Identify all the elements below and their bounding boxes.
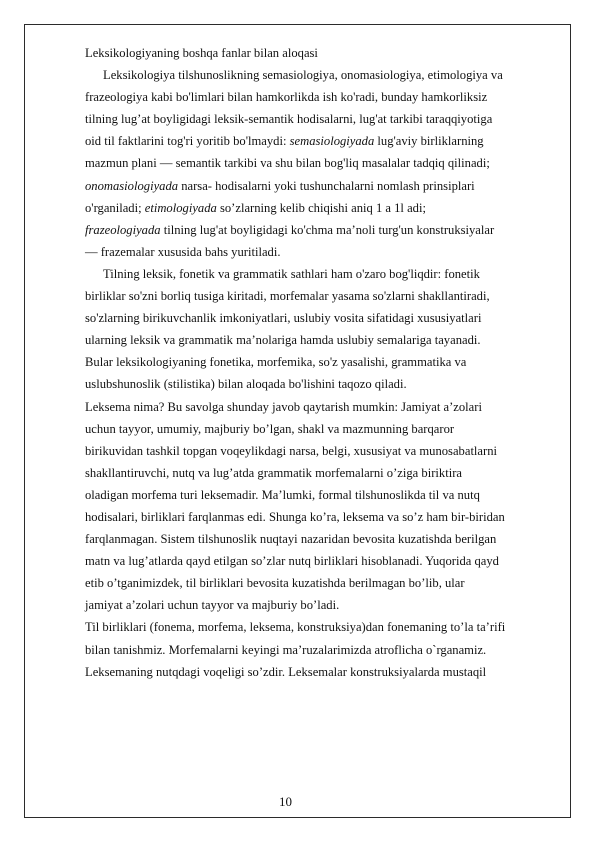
text-line: etib o’tganimizdek, til birliklari bevosita kuzatishda berilmagan bo’lib, ular: [85, 576, 465, 591]
italic-term: etimologiyada: [144, 200, 217, 215]
text-line: hodisalari, birliklari farqlanmas edi. Shunga ko’ra, leksema va so’z ham bir-biridan: [85, 509, 505, 524]
text-line: ularning leksik va grammatik ma’nolariga hamda uslubiy semalariga tayanadi.: [85, 333, 481, 348]
text-line: [85, 219, 555, 241]
text-line: [85, 130, 555, 152]
text-line: [85, 197, 555, 219]
page-number: 10: [279, 794, 292, 809]
text-run: o'rganiladi;: [85, 200, 145, 215]
text-line: birikuvidan tashkil topgan voqeylikdagi narsa, belgi, xususiyat va munosabatlarni: [85, 443, 498, 458]
text-line: jamiyat a’zolari uchun tayyor va majburiy bo’ladi.: [85, 598, 340, 613]
text-line: oladigan morfema turi leksemadir. Ma’lumki, formal tilshunoslikda til va nutq: [85, 487, 480, 502]
text-line: mazmun plani — semantik tarkibi va shu bilan bog'liq masalalar tadqiq qilinadi;: [85, 156, 490, 171]
document-body: [85, 42, 555, 683]
text-line: Til birliklari (fonema, morfema, leksema, konstruksiya)dan fonemaning to’la ta’rifi: [85, 620, 506, 635]
text-line: farqlanmagan. Sistem tilshunoslik nuqtayi nazaridan bevosita kuzatishda berilgan: [85, 532, 497, 547]
text-line: Leksikologiya tilshunoslikning semasiologiya, onomasiologiya, etimologiya va: [103, 68, 503, 83]
italic-term: semasiologiyada: [289, 134, 375, 149]
text-line: so'zlarning birikuvchanlik imkoniyatlari, uslubiy vosita sifatidagi xususiyatlari: [85, 311, 482, 326]
text-line: tilning lug’at boyligidagi leksik-semantik hodisalarni, lug'at tarkibi taraqqiyotiga: [85, 112, 493, 127]
text-run: oid til faktlarini tog'ri yoritib bo'lmaydi:: [85, 134, 290, 149]
text-run: lug'aviy birliklarning: [374, 134, 484, 149]
text-line: [85, 175, 555, 197]
text-line: Leksema nima? Bu savolga shunday javob qaytarish mumkin: Jamiyat a’zolari: [85, 399, 482, 414]
italic-term: onomasiologiyada: [85, 178, 179, 193]
text-run: so’zlarning kelib chiqishi aniq 1 a 1l adi;: [216, 200, 426, 215]
text-run: tilning lug'at boyligidagi ko'chma ma’noli turg'un konstruksiyalar: [160, 222, 495, 237]
text-line: Leksemaning nutqdagi voqeligi so’zdir. Leksemalar konstruksiyalarda mustaqil: [85, 664, 487, 679]
text-line: Tilning leksik, fonetik va grammatik sathlari ham o'zaro bog'liqdir: fonetik: [103, 266, 480, 281]
text-run: narsa- hodisalarni yoki tushunchalarni nomlash prinsiplari: [178, 178, 475, 193]
text-line: matn va lug’atlarda qayd etilgan so’zlar nutq birliklari hisoblanadi. Yuqorida qayd: [85, 554, 499, 569]
text-line: uchun tayyor, umumiy, majburiy bo’lgan, shakl va mazmunning barqaror: [85, 421, 455, 436]
text-line: shakllantiruvchi, nutq va lug’atda grammatik morfemalarni o’ziga biriktira: [85, 465, 462, 480]
italic-term: frazeologiyada: [85, 222, 161, 237]
text-line: bilan tanishmiz. Morfemalarni keyingi ma’ruzalarimizda atroflicha o`rganamiz.: [85, 642, 487, 657]
text-line: Leksikologiyaning boshqa fanlar bilan aloqasi: [85, 46, 318, 60]
text-line: birliklar so'zni borliq tusiga kiritadi, morfemalar yasama so'zlarni shakllantiradi,: [85, 289, 490, 304]
text-line: frazeologiya kabi bo'limlari bilan hamkorlikda ish ko'radi, bunday hamkorliksiz: [85, 90, 488, 105]
text-line: — frazemalar xususida bahs yuritiladi.: [85, 244, 281, 259]
text-line: uslubshunoslik (stilistika) bilan aloqada bo'lishini taqozo qiladi.: [85, 377, 407, 392]
text-line: Bular leksikologiyaning fonetika, morfemika, so'z yasalishi, grammatika va: [85, 355, 467, 370]
